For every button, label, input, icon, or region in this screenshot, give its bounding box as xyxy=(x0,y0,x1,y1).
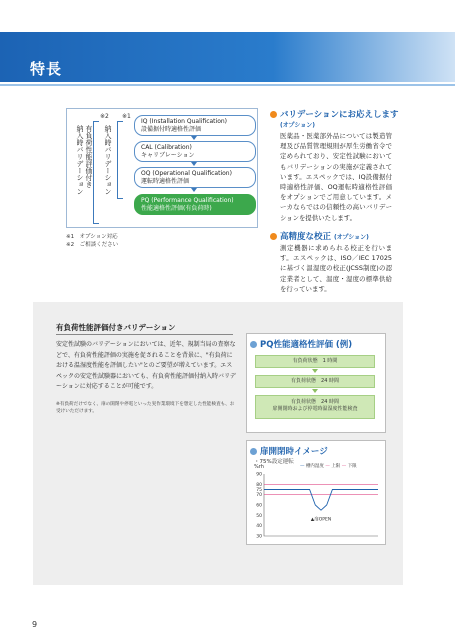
stage-oq xyxy=(134,167,256,188)
pq-box-heading xyxy=(250,338,352,350)
section-validation-title: バリデーションにお応えします xyxy=(280,110,399,120)
y-tick-label-4: 70 xyxy=(256,493,262,499)
section-validation-sub xyxy=(280,120,315,130)
stage-pq-jp: 性能適格性評価(有負荷時) xyxy=(141,204,212,212)
pq-row-2: 有負荷状態 24 時間 xyxy=(255,375,375,388)
outer-bracket xyxy=(93,121,99,224)
stage-cal-jp: キャリブレーション xyxy=(141,151,195,159)
humidity-chart xyxy=(250,470,382,542)
bullet-icon xyxy=(270,233,277,240)
legend-series: 槽内湿度 xyxy=(305,464,324,469)
chart-box-heading xyxy=(250,445,328,457)
chart-axes xyxy=(264,474,378,536)
y-tick-label-5: 75 xyxy=(256,488,262,493)
section-calibration-title: 高精度な校正 xyxy=(280,232,332,242)
bullet-icon xyxy=(270,111,277,118)
humidity-series-line xyxy=(264,490,378,511)
section-validation-heading xyxy=(270,108,399,120)
panel-divider xyxy=(56,334,233,335)
page-title: 特長 xyxy=(30,60,63,78)
panel-text: 安定性試験のバリデーションにおいては、近年、規制当局の査察などで、有負荷性能評価の実施を促されることを背景に、"有負荷における温湿度性能を評価したい"とのご要望が増えています。エスペックの安定性試験器においても、有負荷性能評価付納入時バリデーションに対応することが可能です。 xyxy=(56,341,236,390)
mark-2: ※2 xyxy=(100,113,109,120)
panel-note: ※有負荷だけでなく、扉の開閉や停電といった実作業環境下を想定した性能検査も、お受けいただけます。 xyxy=(56,402,235,414)
diagram-mid-label: 納入時バリデーション xyxy=(104,125,112,195)
panel-title: 有負荷性能評価付きバリデーション xyxy=(56,323,176,332)
chart-box-title: 扉開閉時イメージ xyxy=(260,447,328,457)
chart-note: ・75%設定運転 xyxy=(254,459,294,465)
arrow-down-icon xyxy=(312,389,318,393)
legend-upper: 上限 xyxy=(331,464,341,469)
bullet-icon xyxy=(250,341,257,348)
arrow-down-icon xyxy=(191,162,197,166)
y-tick-label-2: 50 xyxy=(256,513,262,519)
validation-diagram xyxy=(66,108,258,228)
diagram-left-label: 有負荷性能評価付き 納入時バリデーション xyxy=(76,125,93,195)
legend-lower: 下限 xyxy=(347,464,357,469)
section-calibration-subtitle: (オプション) xyxy=(333,234,369,241)
arrow-down-icon xyxy=(312,369,318,373)
pq-row-3: 有負荷状態 24 時間 扉開閉時および停電時温湿度性能検査 xyxy=(255,395,375,419)
arrow-down-icon xyxy=(191,136,197,140)
pq-row-1: 有負荷状態 1 時間 xyxy=(255,355,375,368)
stage-pq-en: PQ (Performance Qualification) xyxy=(141,197,234,204)
arrow-down-icon xyxy=(191,188,197,192)
y-tick-label-3: 60 xyxy=(256,503,262,509)
stage-iq xyxy=(134,115,256,136)
pq-box-title: PQ性能適格性評価 (例) xyxy=(260,340,353,350)
stage-cal xyxy=(134,141,256,162)
chart-unit: %rh xyxy=(254,464,264,470)
section-validation-subtitle: (オプション) xyxy=(280,122,315,129)
bullet-icon xyxy=(250,448,257,455)
y-tick-label-0: 30 xyxy=(256,534,262,540)
stage-iq-jp: 設備据付時適格性評価 xyxy=(141,125,202,133)
y-tick-label-7: 90 xyxy=(256,472,262,478)
mark-1: ※1 xyxy=(122,113,131,120)
stage-oq-en: OQ (Operational Qualification) xyxy=(141,170,232,177)
header-divider xyxy=(0,84,455,86)
y-tick-label-1: 40 xyxy=(256,524,262,530)
chart-legend: — 槽内湿度 — 上限 — 下限 xyxy=(300,464,357,469)
header-band xyxy=(0,32,455,82)
section-calibration-heading xyxy=(270,230,369,242)
page-number: 9 xyxy=(32,620,38,629)
footnote-1: ※1 オプション対応 xyxy=(66,234,118,240)
door-open-annotation: ▲扉OPEN xyxy=(310,517,332,523)
section-validation-body: 医薬品・医薬部外品については製造管理及び品質管理規則が厚生労働省令で定められており、安定性試験においてもバリデーションの実施が定義されています。エスペックでは、IQ設備据付時適格性評価、OQ運転時適格性評価をオプションでご用意しています。メーカならではの信頼性の高いバリデーションを提供いたします。 xyxy=(280,132,392,222)
inner-bracket xyxy=(117,121,123,199)
stage-cal-en: CAL (Calibration) xyxy=(141,144,192,151)
stage-oq-jp: 運転時適格性評価 xyxy=(141,177,190,185)
footnote-2: ※2 ご相談ください xyxy=(66,242,119,248)
stage-pq xyxy=(134,194,256,215)
stage-iq-en: IQ (Installation Qualification) xyxy=(141,118,228,125)
section-calibration-body: 測定機器に求められる校正を行います。エスペックは、ISO／IEC 17025に基づく温湿度の校正(JCSS制度)の認定業者として、温度・湿度の標準供給を行っています。 xyxy=(280,244,392,293)
y-tick-label-6: 80 xyxy=(256,482,262,488)
